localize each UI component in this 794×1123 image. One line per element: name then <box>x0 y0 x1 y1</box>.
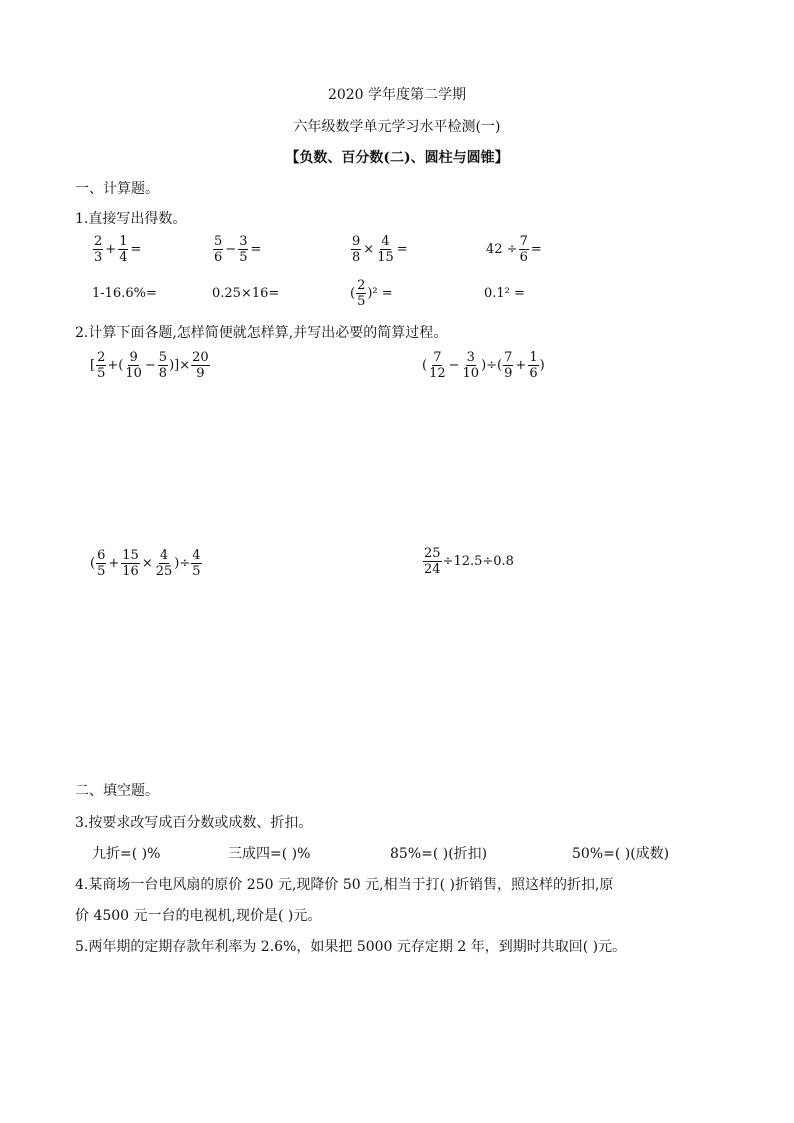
fraction: $\frac{2}{5}$ <box>97 350 106 381</box>
question-5: 5.两年期的定期存款年利率为 2.6%，如果把 5000 元存定期 2 年，到期时共取回( )元。 <box>75 939 627 955</box>
q1-item-2: $\frac{5}{6}$ − $\frac{3}{5}$ = <box>214 234 262 265</box>
q1-item-3: $\frac{9}{8}$ × $\frac{4}{15}$ = <box>352 234 408 265</box>
q1-item-1: $\frac{2}{3}$ + $\frac{1}{4}$ = <box>94 234 142 265</box>
q2-expression-4: $\frac{25}{24}$ ÷12.5÷0.8 <box>424 546 514 577</box>
q1-item-4: 42 ÷ $\frac{7}{6}$ = <box>486 234 542 265</box>
question-1-title: 1.直接写出得数。 <box>75 211 187 227</box>
q3-item-3: 85%=( )(折扣) <box>390 846 488 862</box>
fraction: $\frac{1}{4}$ <box>119 234 128 265</box>
q1-item-8: 0.1² = <box>484 286 525 301</box>
q1-item-5: 1-16.6%= <box>92 286 157 301</box>
fraction: $\frac{15}{16}$ <box>122 548 139 579</box>
fraction: $\frac{3}{5}$ <box>239 234 248 265</box>
q3-item-2: 三成四=( )% <box>228 846 311 862</box>
fraction: $\frac{7}{6}$ <box>519 234 528 265</box>
fraction: $\frac{1}{6}$ <box>529 350 538 381</box>
q3-item-1: 九折=( )% <box>92 846 161 862</box>
page-title-term: 2020 学年度第二学期 <box>327 87 467 103</box>
fraction: $\frac{4}{5}$ <box>192 548 201 579</box>
fraction: $\frac{20}{9}$ <box>192 350 209 381</box>
q1-item-7: ( $\frac{2}{5}$ )² = <box>350 278 393 309</box>
question-3-title: 3.按要求改写成百分数或成数、折扣。 <box>75 815 313 831</box>
q1-item-6: 0.25×16= <box>212 286 280 301</box>
question-2-title: 2.计算下面各题,怎样简便就怎样算,并写出必要的简算过程。 <box>75 325 448 341</box>
fraction: $\frac{3}{10}$ <box>462 350 480 381</box>
fraction: $\frac{4}{15}$ <box>377 234 394 265</box>
page-title-exam: 六年级数学单元学习水平检测(一) <box>293 119 501 135</box>
fraction: $\frac{9}{10}$ <box>125 350 142 381</box>
section-1-title: 一、计算题。 <box>75 181 159 197</box>
fraction: $\frac{25}{24}$ <box>424 546 441 577</box>
page-title-topics: 【负数、百分数(二)、圆柱与圆锥】 <box>285 150 509 166</box>
fraction: $\frac{5}{8}$ <box>158 350 168 381</box>
fraction: $\frac{9}{8}$ <box>352 234 361 265</box>
fraction: $\frac{6}{5}$ <box>97 548 106 579</box>
fraction: $\frac{7}{9}$ <box>504 350 513 381</box>
fraction: $\frac{2}{5}$ <box>357 278 366 309</box>
q3-item-4: 50%=( )(成数) <box>572 846 670 862</box>
fraction: $\frac{5}{6}$ <box>214 234 223 265</box>
q2-expression-1: [ $\frac{2}{5}$ +( $\frac{9}{10}$ − $\frac{5}{8}$ )]× $\frac{20}{9}$ <box>90 350 209 381</box>
q2-expression-3: ( $\frac{6}{5}$ + $\frac{15}{16}$ × $\frac{4}{25}$ )÷ $\frac{4}{5}$ <box>90 548 201 579</box>
question-4-line-1: 4.某商场一台电风扇的原价 250 元,现降价 50 元,相当于打( )折销售，照这样的折扣,原 <box>75 877 614 893</box>
q2-expression-2: ( $\frac{7}{12}$ − $\frac{3}{10}$ )÷( $\frac{7}{9}$ + $\frac{1}{6}$ ) <box>422 350 545 381</box>
fraction: $\frac{2}{3}$ <box>94 234 103 265</box>
fraction: $\frac{7}{12}$ <box>429 350 446 381</box>
section-2-title: 二、填空题。 <box>75 783 159 799</box>
fraction: $\frac{4}{25}$ <box>155 548 173 579</box>
question-4-line-2: 价 4500 元一台的电视机,现价是( )元。 <box>75 908 322 924</box>
